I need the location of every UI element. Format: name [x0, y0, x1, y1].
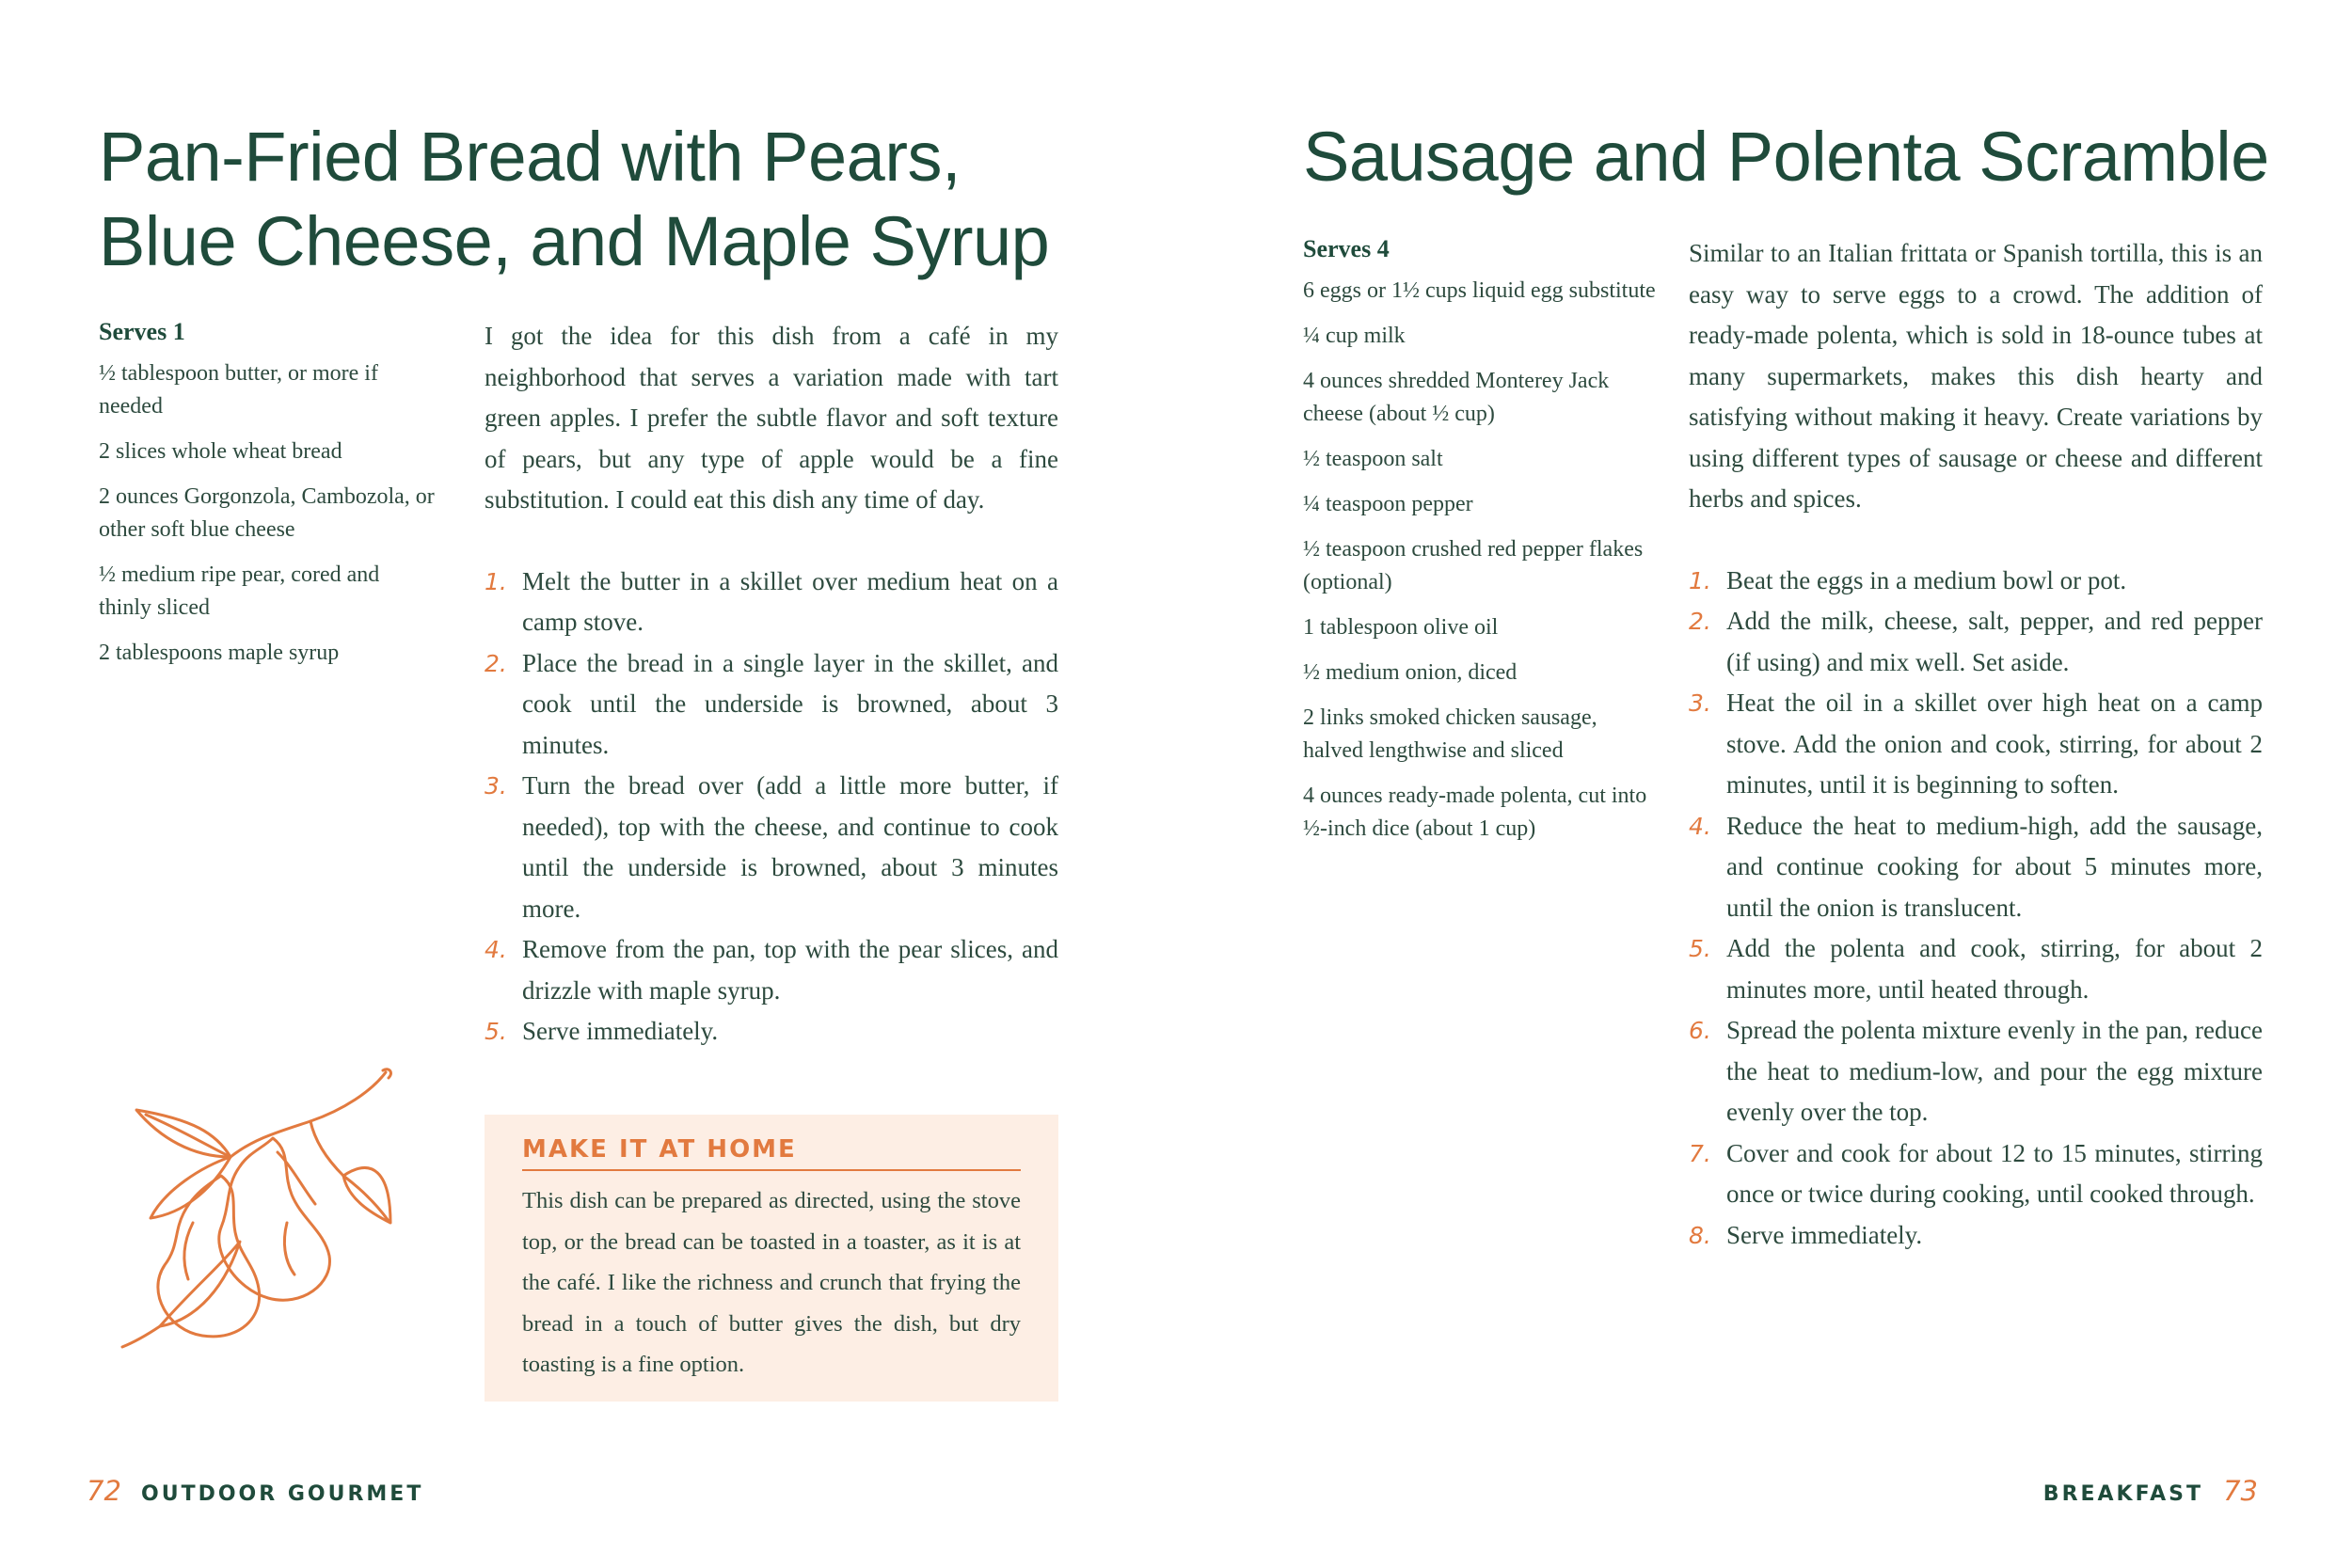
ingredient-item: 4 ounces ready-made polenta, cut into ½-inch dice (about 1 cup) [1303, 784, 1647, 841]
ingredient-item: ¼ cup milk [1303, 324, 1406, 348]
step-number: 6. [1689, 1017, 1711, 1044]
step-number: 4. [1689, 812, 1711, 840]
footer-section-label: BREAKFAST [2042, 1482, 2203, 1506]
step-item [1689, 1010, 2263, 1133]
step-list [485, 562, 1058, 1053]
step-text: Heat the oil in a skillet over high heat on a camp stove. Add the onion and cook, stirring, for about 2 minutes, until it is beginning to soften. [1726, 689, 2263, 799]
ingredient-item: 2 slices whole wheat bread [99, 439, 342, 464]
ingredient-item: 1 tablespoon olive oil [1303, 615, 1499, 640]
ingredient-item: ½ medium onion, diced [1303, 660, 1518, 685]
step-item [485, 766, 1058, 929]
pear-branch-illustration [89, 1063, 409, 1354]
right-page [1176, 0, 2352, 1568]
intro-paragraph: Similar to an Italian frittata or Spanish tortilla, this is an easy way to serve eggs to a crowd. The addition of ready-made polenta, which is sold in 18-ounce tubes at many supermarkets, makes this dish hearty and satisfying without making it heavy. Create variations by using different types of sausage or cheese and different herbs and spices. [1689, 239, 2263, 513]
ingredient-item: 2 tablespoons maple syrup [99, 641, 340, 665]
step-number: 7. [1689, 1139, 1711, 1167]
step-number: 2. [1689, 608, 1711, 635]
step-item [1689, 601, 2263, 683]
ingredient-list [99, 357, 437, 670]
step-item [1689, 683, 2263, 806]
ingredient-item: ½ medium ripe pear, cored and thinly sliced [99, 562, 380, 620]
ingredient-item: 6 eggs or 1½ cups liquid egg substitute [1303, 278, 1656, 303]
ingredient-item: ½ teaspoon salt [1303, 447, 1443, 471]
step-number: 2. [485, 649, 507, 677]
ingredients-column [99, 318, 437, 682]
step-number: 5. [485, 1018, 507, 1045]
ingredient-item: 2 ounces Gorgonzola, Cambozola, or other soft blue cheese [99, 484, 435, 542]
right-footer [2043, 1475, 2258, 1507]
step-text: Turn the bread over (add a little more butter, if needed), top with the cheese, and continue to cook until the underside is browned, about 3 minutes more. [522, 771, 1058, 923]
ingredient-item: ½ teaspoon crushed red pepper flakes (optional) [1303, 537, 1644, 594]
step-text: Add the milk, cheese, salt, pepper, and red pepper (if using) and mix well. Set aside. [1726, 607, 2263, 676]
step-text: Remove from the pan, top with the pear slices, and drizzle with maple syrup. [522, 935, 1058, 1005]
title-line-2: Blue Cheese, and Maple Syrup [99, 202, 1050, 280]
step-item [1689, 806, 2263, 929]
step-text: Reduce the heat to medium-high, add the sausage, and continue cooking for about 5 minutes more, until the onion is translucent. [1726, 811, 2263, 922]
make-it-at-home-title: MAKE IT AT HOME [522, 1135, 1021, 1171]
ingredient-list [1303, 275, 1661, 846]
title-line-1: Pan-Fried Bread with Pears, [99, 118, 961, 196]
page-number: 72 [87, 1475, 121, 1507]
ingredient-item: 2 links smoked chicken sausage, halved lengthwise and sliced [1303, 705, 1597, 763]
make-it-at-home-text: This dish can be prepared as directed, using the stove top, or the bread can be toasted in a toaster, as it is at the café. I like the richness and crunch that frying the bread in a touch of butter gives the dish, but dry toasting is a fine option. [522, 1188, 1021, 1377]
serves-label: Serves 4 [1303, 235, 1390, 262]
page-number: 73 [2223, 1475, 2258, 1507]
step-item [485, 643, 1058, 767]
make-it-at-home-box [485, 1115, 1058, 1402]
step-text: Serve immediately. [1726, 1220, 1923, 1249]
step-item [485, 929, 1058, 1011]
left-footer [87, 1475, 423, 1507]
step-list [1689, 561, 2263, 1257]
serves-label: Serves 1 [99, 318, 185, 345]
step-text: Add the polenta and cook, stirring, for about 2 minutes more, until heated through. [1726, 934, 2263, 1004]
step-text: Place the bread in a single layer in the skillet, and cook until the underside is browned, about 3 minutes. [522, 648, 1058, 759]
step-item [1689, 928, 2263, 1010]
step-number: 8. [1689, 1221, 1711, 1249]
step-text: Cover and cook for about 12 to 15 minutes, stirring once or twice during cooking, until cooked through. [1726, 1138, 2263, 1208]
ingredient-item: ¼ teaspoon pepper [1303, 492, 1473, 516]
step-number: 3. [1689, 689, 1711, 717]
step-text: Melt the butter in a skillet over medium heat on a camp stove. [522, 566, 1058, 636]
step-number: 1. [485, 567, 507, 595]
recipe-title [99, 115, 1049, 284]
step-number: 1. [1689, 566, 1711, 594]
step-item [485, 1011, 1058, 1053]
step-number: 4. [485, 936, 507, 963]
ingredient-item: 4 ounces shredded Monterey Jack cheese (about ½ cup) [1303, 369, 1610, 426]
ingredients-column [1303, 235, 1661, 858]
step-number: 5. [1689, 935, 1711, 962]
step-text: Serve immediately. [522, 1017, 719, 1045]
ingredient-item: ½ tablespoon butter, or more if needed [99, 361, 378, 419]
step-number: 3. [485, 772, 507, 800]
step-item [1689, 1133, 2263, 1215]
intro-paragraph: I got the idea for this dish from a café in my neighborhood that serves a variation made with tart green apples. I prefer the subtle flavor and soft texture of pears, but any type of apple would be a fine substitution. I could eat this dish any time of day. [485, 322, 1058, 514]
step-text: Beat the eggs in a medium bowl or pot. [1726, 565, 2127, 594]
recipe-title: Sausage and Polenta Scramble [1303, 118, 2269, 196]
footer-section-label: OUTDOOR GOURMET [141, 1482, 424, 1506]
instructions-column [1689, 233, 2263, 1256]
step-text: Spread the polenta mixture evenly in the pan, reduce the heat to medium-low, and pour the egg mixture evenly over the top. [1726, 1016, 2263, 1126]
instructions-column [485, 316, 1058, 1053]
step-item [1689, 1215, 2263, 1257]
step-item [485, 562, 1058, 643]
step-item [1689, 561, 2263, 602]
